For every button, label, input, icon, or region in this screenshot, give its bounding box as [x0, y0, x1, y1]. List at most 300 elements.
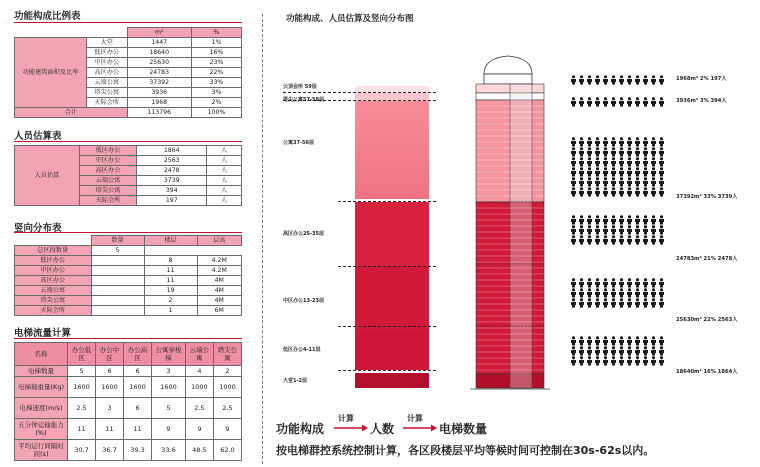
person-icon	[619, 336, 624, 345]
people-icons	[570, 137, 666, 197]
cell: 11	[68, 419, 96, 440]
person-icon	[571, 147, 576, 156]
cell: 11	[124, 419, 152, 440]
person-icon	[579, 336, 584, 345]
person-icon	[651, 167, 656, 176]
person-icon	[587, 356, 592, 365]
col-head-floors: 楼层	[144, 236, 197, 246]
person-icon	[571, 288, 576, 297]
person-icon	[619, 346, 624, 355]
col-head: 办公中区	[96, 343, 124, 366]
person-icon	[611, 356, 616, 365]
row-pct: 2%	[191, 98, 241, 108]
person-icon	[579, 75, 584, 84]
cell: 2	[213, 366, 241, 377]
cell: 39.3	[124, 440, 152, 461]
row-name: 云端公寓	[15, 286, 92, 296]
person-icon	[579, 235, 584, 244]
row-pct: 3%	[191, 88, 241, 98]
person-icon	[611, 288, 616, 297]
person-icon	[603, 346, 608, 355]
person-icon	[579, 288, 584, 297]
person-icon	[587, 215, 592, 224]
col-head: 塔尖公寓	[213, 343, 241, 366]
person-icon	[611, 75, 616, 84]
people-group-mid-office	[570, 278, 670, 312]
person-icon	[571, 167, 576, 176]
person-icon	[611, 137, 616, 146]
row-area: 37392	[127, 78, 191, 88]
person-icon	[587, 187, 592, 196]
zone-divider	[338, 370, 436, 371]
person-icon	[651, 298, 656, 307]
band-apartments	[355, 101, 429, 199]
person-icon	[651, 235, 656, 244]
row-name: 中区办公	[15, 266, 92, 276]
zone-divider	[338, 201, 436, 202]
person-icon	[603, 225, 608, 234]
person-icon	[651, 187, 656, 196]
flow-arrow-icon	[403, 424, 437, 432]
person-icon	[595, 215, 600, 224]
col-head-area: m²	[127, 28, 191, 38]
person-icon	[587, 177, 592, 186]
person-icon	[603, 97, 608, 106]
person-icon	[627, 215, 632, 224]
person-icon	[643, 298, 648, 307]
person-icon	[587, 235, 592, 244]
person-icon	[635, 157, 640, 166]
person-icon	[635, 215, 640, 224]
person-icon	[635, 278, 640, 287]
person-icon	[587, 288, 592, 297]
person-icon	[651, 215, 656, 224]
person-icon	[571, 187, 576, 196]
person-icon	[595, 288, 600, 297]
person-icon	[659, 157, 664, 166]
cell: 6	[124, 398, 152, 419]
person-icon	[579, 157, 584, 166]
cell: 36.7	[96, 440, 124, 461]
row-height: 4M	[197, 286, 242, 296]
row-name: 中区办公	[87, 58, 128, 68]
band-lobby	[355, 373, 429, 388]
row-area: 18640	[127, 48, 191, 58]
col-head-qty: 数量	[91, 236, 144, 246]
person-icon	[595, 346, 600, 355]
total-area: 113796	[127, 108, 191, 118]
vertical-distribution-table	[14, 235, 242, 316]
person-icon	[619, 235, 624, 244]
diagram-title: 功能构成、人员估算及竖向分布图	[286, 14, 414, 24]
zone-divider	[283, 100, 436, 101]
cell: 9	[185, 419, 213, 440]
person-icon	[635, 356, 640, 365]
person-icon	[635, 235, 640, 244]
person-icon	[627, 157, 632, 166]
footer-summary: 按电梯群控系统控制计算，各区段楼层平均等候时间可控制在30s-62s以内。	[276, 444, 655, 457]
person-icon	[643, 157, 648, 166]
people-icons	[570, 278, 666, 308]
person-icon	[627, 147, 632, 156]
person-icon	[579, 298, 584, 307]
person-icon	[603, 177, 608, 186]
people-icons	[570, 336, 666, 366]
cell: 1600	[124, 377, 152, 398]
person-icon	[571, 346, 576, 355]
cell: 62.0	[213, 440, 241, 461]
person-icon	[651, 278, 656, 287]
col-head: 办公高区	[124, 343, 152, 366]
person-icon	[635, 187, 640, 196]
row-height: 6M	[197, 306, 242, 316]
cell: 2.5	[185, 398, 213, 419]
person-icon	[635, 336, 640, 345]
person-icon	[643, 235, 648, 244]
row-pct: 16%	[191, 48, 241, 58]
person-icon	[651, 75, 656, 84]
cell: 1600	[68, 377, 96, 398]
person-icon	[571, 356, 576, 365]
cell: 48.5	[185, 440, 213, 461]
table1-underline	[14, 22, 242, 23]
row-unit: 人	[207, 186, 242, 196]
person-icon	[587, 75, 592, 84]
person-icon	[635, 298, 640, 307]
person-icon	[595, 177, 600, 186]
row-floors: 8	[144, 256, 197, 266]
person-icon	[643, 336, 648, 345]
row-name: 大堂	[87, 38, 128, 48]
headcount-table	[14, 145, 242, 206]
person-icon	[611, 215, 616, 224]
total-pct: 100%	[191, 108, 241, 118]
row-name: 低区办公	[87, 48, 128, 58]
person-icon	[619, 157, 624, 166]
col-head-pct: %	[191, 28, 241, 38]
person-icon	[579, 137, 584, 146]
people-group-low-office	[570, 336, 670, 370]
row-height: 4.2M	[197, 266, 242, 276]
person-icon	[659, 356, 664, 365]
area-ratio-table	[14, 27, 242, 118]
person-icon	[659, 147, 664, 156]
person-icon	[635, 288, 640, 297]
person-icon	[579, 356, 584, 365]
table1-title: 功能构成比例表	[14, 11, 81, 22]
people-group-club	[570, 70, 670, 89]
person-icon	[619, 225, 624, 234]
person-icon	[619, 288, 624, 297]
person-icon	[611, 97, 616, 106]
person-icon	[619, 75, 624, 84]
row-count: 1864	[137, 146, 207, 156]
cell: 33.6	[152, 440, 186, 461]
person-icon	[595, 187, 600, 196]
tower-elevation	[470, 50, 550, 400]
person-icon	[619, 147, 624, 156]
person-icon	[659, 167, 664, 176]
people-group-high-office	[570, 215, 670, 249]
row-pct: 23%	[191, 58, 241, 68]
row-unit: 人	[207, 156, 242, 166]
row-label: 平均运行间隔时间(s)	[15, 440, 68, 461]
row-height: 4.2M	[197, 256, 242, 266]
row-area: 25630	[127, 58, 191, 68]
zone-label: 低区办公4-11层	[283, 347, 321, 353]
zone-label: 云顶会所 59层	[283, 84, 317, 90]
person-icon	[603, 278, 608, 287]
person-icon	[571, 137, 576, 146]
person-icon	[603, 336, 608, 345]
cell: 2.5	[213, 398, 241, 419]
zone-stat: 25630m² 22% 2563人	[676, 317, 738, 323]
person-icon	[587, 336, 592, 345]
person-icon	[619, 215, 624, 224]
person-icon	[571, 75, 576, 84]
person-icon	[595, 167, 600, 176]
cell: 1000	[213, 377, 241, 398]
person-icon	[643, 187, 648, 196]
people-icons	[570, 97, 666, 107]
panel-divider	[262, 14, 263, 464]
person-icon	[619, 278, 624, 287]
person-icon	[611, 187, 616, 196]
cell: 30.7	[68, 440, 96, 461]
person-icon	[659, 336, 664, 345]
person-icon	[659, 137, 664, 146]
person-icon	[611, 177, 616, 186]
cell: 6	[124, 366, 152, 377]
cell: 1000	[185, 377, 213, 398]
person-icon	[643, 147, 648, 156]
person-icon	[659, 97, 664, 106]
row-name: 塔尖公寓	[80, 186, 137, 196]
person-icon	[595, 235, 600, 244]
person-icon	[643, 278, 648, 287]
zone-stat: 3936m² 3% 394人	[676, 98, 727, 104]
table3-underline	[14, 232, 242, 233]
person-icon	[627, 187, 632, 196]
row-height: 4M	[197, 276, 242, 286]
person-icon	[595, 75, 600, 84]
row-count: 197	[137, 196, 207, 206]
flow-step-function: 功能构成	[276, 422, 325, 436]
person-icon	[571, 157, 576, 166]
total-label: 合计	[15, 108, 128, 118]
row-name: 天际会所	[87, 98, 128, 108]
flow-arrow-label: 计算	[407, 414, 423, 423]
person-icon	[659, 278, 664, 287]
table4-title: 电梯流量计算	[14, 328, 72, 339]
person-icon	[619, 298, 624, 307]
row-label: 电梯速度(m/s)	[15, 398, 68, 419]
person-icon	[651, 225, 656, 234]
person-icon	[579, 147, 584, 156]
person-icon	[595, 147, 600, 156]
flow-step-elevators: 电梯数量	[439, 422, 488, 436]
cell: 2.5	[68, 398, 96, 419]
person-icon	[571, 298, 576, 307]
person-icon	[611, 147, 616, 156]
person-icon	[659, 177, 664, 186]
person-icon	[651, 137, 656, 146]
row-unit: 人	[207, 196, 242, 206]
cell: 6	[96, 366, 124, 377]
person-icon	[643, 225, 648, 234]
person-icon	[643, 346, 648, 355]
person-icon	[659, 346, 664, 355]
person-icon	[651, 356, 656, 365]
sum-label: 总区段数量	[15, 246, 92, 256]
zone-stat: 24783m² 21% 2478人	[676, 256, 738, 262]
person-icon	[579, 215, 584, 224]
people-icons	[570, 215, 666, 245]
row-area: 1447	[127, 38, 191, 48]
person-icon	[651, 157, 656, 166]
person-icon	[603, 356, 608, 365]
flow-step-people: 人数	[370, 422, 395, 436]
row-area: 3936	[127, 88, 191, 98]
person-icon	[635, 75, 640, 84]
cell: 9	[213, 419, 241, 440]
person-icon	[627, 356, 632, 365]
row-count: 2478	[137, 166, 207, 176]
person-icon	[587, 97, 592, 106]
person-icon	[643, 75, 648, 84]
person-icon	[643, 356, 648, 365]
row-name: 天际会所	[80, 196, 137, 206]
person-icon	[651, 288, 656, 297]
table3-title: 竖向分布表	[14, 223, 62, 234]
person-icon	[643, 167, 648, 176]
person-icon	[571, 225, 576, 234]
person-icon	[659, 215, 664, 224]
sum-qty: 5	[91, 246, 144, 256]
person-icon	[595, 157, 600, 166]
person-icon	[603, 215, 608, 224]
row-label: 电梯数量	[15, 366, 68, 377]
person-icon	[571, 235, 576, 244]
area-group-label: 功能建筑面积及比率	[15, 38, 87, 108]
person-icon	[619, 137, 624, 146]
person-icon	[587, 225, 592, 234]
zone-label: 塔尖公寓57-58层	[283, 97, 324, 103]
zone-divider	[283, 92, 436, 93]
person-icon	[587, 278, 592, 287]
person-icon	[579, 346, 584, 355]
cell: 3	[152, 366, 186, 377]
col-head-height: 层高	[197, 236, 242, 246]
person-icon	[571, 278, 576, 287]
person-icon	[587, 157, 592, 166]
row-floors: 11	[144, 266, 197, 276]
person-icon	[635, 97, 640, 106]
row-pct: 33%	[191, 78, 241, 88]
row-unit: 人	[207, 176, 242, 186]
person-icon	[627, 298, 632, 307]
cell: 1600	[96, 377, 124, 398]
band-low-office	[355, 330, 429, 370]
zone-label: 中区办公13-23层	[283, 298, 324, 304]
flow-arrow-icon	[334, 424, 368, 432]
person-icon	[611, 167, 616, 176]
person-icon	[611, 346, 616, 355]
row-name: 塔尖公寓	[15, 296, 92, 306]
person-icon	[579, 225, 584, 234]
col-head: 公寓穿梭梯	[152, 343, 186, 366]
person-icon	[587, 147, 592, 156]
person-icon	[587, 298, 592, 307]
person-icon	[603, 75, 608, 84]
person-icon	[659, 288, 664, 297]
row-unit: 人	[207, 166, 242, 176]
row-unit: 人	[207, 146, 242, 156]
person-icon	[579, 278, 584, 287]
person-icon	[595, 278, 600, 287]
person-icon	[595, 97, 600, 106]
zone-stat: 1968m² 2% 197人	[676, 76, 727, 82]
person-icon	[643, 137, 648, 146]
person-icon	[587, 167, 592, 176]
person-icon	[627, 167, 632, 176]
row-count: 3739	[137, 176, 207, 186]
person-icon	[603, 187, 608, 196]
col-head: 名称	[15, 343, 68, 366]
person-icon	[659, 225, 664, 234]
row-name: 中区办公	[80, 156, 137, 166]
row-name: 云端公寓	[87, 78, 128, 88]
zone-label: 公寓37-56层	[283, 140, 314, 146]
row-height: 4M	[197, 296, 242, 306]
person-icon	[643, 288, 648, 297]
person-icon	[611, 235, 616, 244]
people-group-apartments	[570, 137, 670, 201]
person-icon	[651, 177, 656, 186]
row-name: 高区办公	[80, 166, 137, 176]
person-icon	[627, 278, 632, 287]
headcount-group-label: 人员估算	[15, 146, 80, 206]
zone-label: 大堂1-2层	[283, 378, 308, 384]
person-icon	[635, 167, 640, 176]
person-icon	[603, 235, 608, 244]
person-icon	[603, 298, 608, 307]
col-head: 办公低区	[68, 343, 96, 366]
person-icon	[595, 298, 600, 307]
person-icon	[611, 298, 616, 307]
person-icon	[635, 147, 640, 156]
row-name: 低区办公	[80, 146, 137, 156]
zone-divider	[338, 266, 436, 267]
row-name: 云端公寓	[80, 176, 137, 186]
person-icon	[571, 97, 576, 106]
person-icon	[595, 336, 600, 345]
row-count: 2563	[137, 156, 207, 166]
person-icon	[619, 356, 624, 365]
person-icon	[635, 177, 640, 186]
row-pct: 1%	[191, 38, 241, 48]
cell: 3	[96, 398, 124, 419]
person-icon	[603, 147, 608, 156]
person-icon	[627, 288, 632, 297]
person-icon	[571, 215, 576, 224]
elevator-flow-table	[14, 342, 242, 461]
band-mid-office	[355, 266, 429, 330]
person-icon	[619, 177, 624, 186]
row-name: 天际会所	[15, 306, 92, 316]
row-floors: 19	[144, 286, 197, 296]
person-icon	[571, 177, 576, 186]
